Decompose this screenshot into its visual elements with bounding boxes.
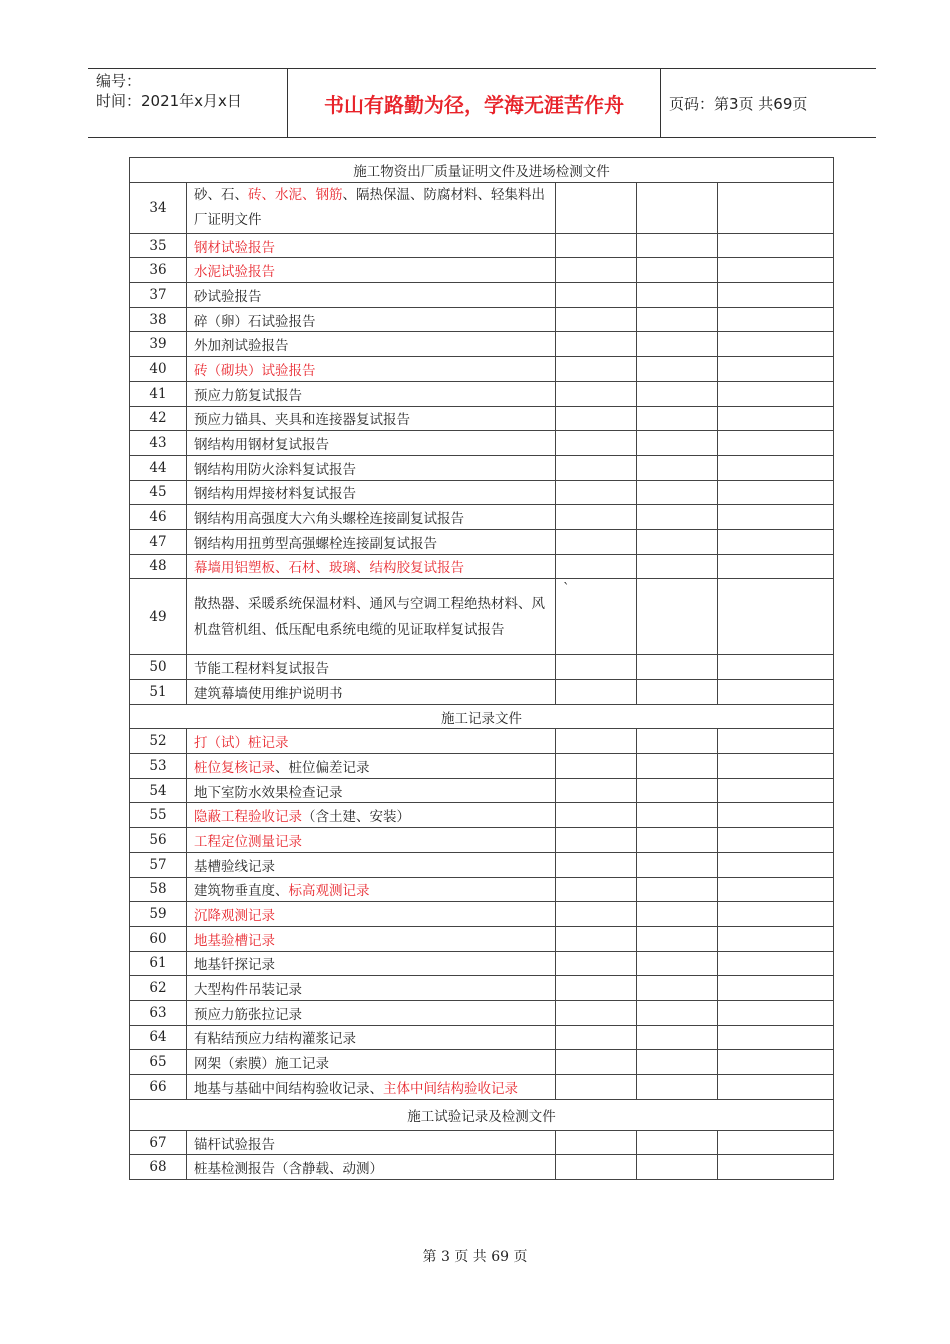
row-number: 57 — [130, 852, 187, 877]
cell-empty — [718, 754, 834, 779]
item-text-highlight: 砖、水泥、钢筋 — [248, 186, 343, 203]
cell-empty — [718, 381, 834, 406]
cell-empty — [556, 480, 637, 505]
cell-empty — [556, 283, 637, 308]
row-number: 34 — [130, 182, 187, 233]
cell-empty — [556, 1050, 637, 1075]
cell-empty — [556, 529, 637, 554]
cell-empty — [718, 357, 834, 382]
row-number: 46 — [130, 505, 187, 530]
cell-empty — [556, 852, 637, 877]
cell-empty — [718, 258, 834, 283]
cell-empty — [637, 680, 718, 705]
cell-empty — [556, 754, 637, 779]
row-number: 50 — [130, 655, 187, 680]
table-row — [130, 680, 834, 705]
table-row — [130, 754, 834, 779]
row-item: 节能工程材料复试报告 — [187, 655, 556, 680]
table-row — [130, 902, 834, 927]
item-text: （含土建、安装） — [302, 809, 410, 826]
row-item: 建筑幕墙使用维护说明书 — [187, 680, 556, 705]
cell-empty — [556, 182, 637, 233]
cell-empty — [718, 233, 834, 258]
cell-empty — [556, 307, 637, 332]
row-number: 63 — [130, 1000, 187, 1025]
table-row — [130, 381, 834, 406]
row-number: 64 — [130, 1025, 187, 1050]
row-number: 47 — [130, 529, 187, 554]
row-item: 外加剂试验报告 — [187, 332, 556, 357]
cell-empty — [556, 1155, 637, 1180]
cell-empty — [556, 332, 637, 357]
row-number: 45 — [130, 480, 187, 505]
table-row — [130, 1155, 834, 1180]
row-item: 碎（卵）石试验报告 — [187, 307, 556, 332]
row-item: 水泥试验报告 — [187, 258, 556, 283]
row-number: 53 — [130, 754, 187, 779]
cell-empty — [556, 803, 637, 828]
cell-empty — [718, 332, 834, 357]
cell-empty — [718, 1155, 834, 1180]
cell-empty — [718, 852, 834, 877]
section-row — [130, 1099, 834, 1130]
table-row — [130, 182, 834, 233]
cell-empty — [637, 332, 718, 357]
table-row — [130, 803, 834, 828]
cell-empty — [637, 406, 718, 431]
cell-empty — [718, 877, 834, 902]
row-number: 61 — [130, 951, 187, 976]
cell-empty — [718, 431, 834, 456]
item-text: 建筑物垂直度、 — [194, 883, 289, 900]
cell-empty — [637, 283, 718, 308]
cell-empty — [556, 680, 637, 705]
table-row — [130, 1130, 834, 1155]
row-number: 68 — [130, 1155, 187, 1180]
cell-empty — [556, 233, 637, 258]
cell-empty — [637, 1155, 718, 1180]
row-item — [187, 1075, 556, 1100]
row-number: 43 — [130, 431, 187, 456]
cell-empty — [556, 505, 637, 530]
cell-empty — [718, 778, 834, 803]
cell-empty — [718, 505, 834, 530]
table-row — [130, 406, 834, 431]
cell-empty — [637, 258, 718, 283]
cell-empty — [718, 926, 834, 951]
cell-empty — [718, 1050, 834, 1075]
row-number: 49 — [130, 579, 187, 655]
row-item: 钢结构用防火涂料复试报告 — [187, 455, 556, 480]
row-item: 钢结构用扭剪型高强螺栓连接副复试报告 — [187, 529, 556, 554]
cell-empty — [637, 902, 718, 927]
section-title: 施工试验记录及检测文件 — [130, 1099, 834, 1130]
cell-empty — [556, 1075, 637, 1100]
cell-empty — [718, 1000, 834, 1025]
cell-empty — [637, 1000, 718, 1025]
table-row — [130, 283, 834, 308]
header-meta — [88, 69, 288, 137]
table-row — [130, 554, 834, 579]
row-item: 地基验槽记录 — [187, 926, 556, 951]
item-text-highlight: 桩位复核记录 — [194, 759, 275, 776]
cell-empty — [718, 680, 834, 705]
item-text: 地基与基础中间结构验收记录、 — [194, 1080, 383, 1097]
table-row — [130, 655, 834, 680]
row-item: 桩基检测报告（含静载、动测） — [187, 1155, 556, 1180]
cell-empty — [637, 1050, 718, 1075]
cell-empty — [718, 828, 834, 853]
cell-empty — [556, 951, 637, 976]
cell-empty — [637, 926, 718, 951]
table-row — [130, 307, 834, 332]
cell-empty — [556, 902, 637, 927]
cell-empty — [556, 1130, 637, 1155]
table-row — [130, 976, 834, 1001]
row-item — [187, 803, 556, 828]
page-header — [88, 68, 876, 138]
page-footer: 第 3 页 共 69 页 — [422, 1249, 528, 1265]
cell-empty — [637, 951, 718, 976]
row-number: 60 — [130, 926, 187, 951]
cell-empty — [718, 729, 834, 754]
table-row — [130, 1075, 834, 1100]
table-row — [130, 258, 834, 283]
row-item — [187, 182, 556, 233]
item-text: 砂、石、 — [194, 186, 248, 203]
cell-empty — [637, 803, 718, 828]
cell-empty — [637, 655, 718, 680]
row-number: 44 — [130, 455, 187, 480]
row-item: 钢材试验报告 — [187, 233, 556, 258]
cell-empty — [718, 655, 834, 680]
cell-empty — [637, 554, 718, 579]
row-item: 预应力锚具、夹具和连接器复试报告 — [187, 406, 556, 431]
header-page-info: 页码：第3页 共69页 — [669, 94, 808, 113]
cell-empty — [718, 307, 834, 332]
row-item: 有粘结预应力结构灌浆记录 — [187, 1025, 556, 1050]
table-row — [130, 233, 834, 258]
cell-empty — [556, 554, 637, 579]
cell-empty — [637, 505, 718, 530]
row-item: 砂试验报告 — [187, 283, 556, 308]
row-number: 66 — [130, 1075, 187, 1100]
row-number: 48 — [130, 554, 187, 579]
cell-empty — [556, 455, 637, 480]
cell-empty — [556, 729, 637, 754]
item-text: 、隔热保温、防腐材料、轻集料出厂证明文件 — [194, 186, 545, 228]
table-row — [130, 877, 834, 902]
cell-empty — [718, 1130, 834, 1155]
cell-empty — [556, 406, 637, 431]
time-label: 时间：2021年x月x日 — [96, 92, 242, 110]
cell-empty — [637, 182, 718, 233]
row-item: 网架（索膜）施工记录 — [187, 1050, 556, 1075]
section-title: 施工物资出厂质量证明文件及进场检测文件 — [130, 158, 834, 183]
row-number: 51 — [130, 680, 187, 705]
cell-empty — [556, 828, 637, 853]
cell-empty — [718, 976, 834, 1001]
row-number: 52 — [130, 729, 187, 754]
row-number: 39 — [130, 332, 187, 357]
section-row — [130, 158, 834, 183]
row-number: 41 — [130, 381, 187, 406]
cell-empty — [637, 307, 718, 332]
table-row — [130, 1050, 834, 1075]
table-row — [130, 951, 834, 976]
row-item: 钢结构用钢材复试报告 — [187, 431, 556, 456]
cell-empty — [718, 951, 834, 976]
cell-empty — [637, 1025, 718, 1050]
cell-empty — [718, 1025, 834, 1050]
row-number: 58 — [130, 877, 187, 902]
row-number: 37 — [130, 283, 187, 308]
cell-empty — [637, 754, 718, 779]
section-row — [130, 704, 834, 729]
row-item: 沉降观测记录 — [187, 902, 556, 927]
number-label: 编号： — [96, 72, 142, 90]
section-title: 施工记录文件 — [130, 704, 834, 729]
table-row — [130, 778, 834, 803]
table-row — [130, 729, 834, 754]
row-number: 65 — [130, 1050, 187, 1075]
cell-empty — [556, 976, 637, 1001]
table-row — [130, 926, 834, 951]
row-item: 钢结构用焊接材料复试报告 — [187, 480, 556, 505]
cell-empty — [556, 258, 637, 283]
cell-empty — [637, 729, 718, 754]
item-text-highlight: 隐蔽工程验收记录 — [194, 809, 302, 826]
cell-empty — [637, 529, 718, 554]
cell-empty — [637, 1130, 718, 1155]
cell-empty — [637, 852, 718, 877]
cell-empty — [718, 406, 834, 431]
row-item: 地下室防水效果检查记录 — [187, 778, 556, 803]
cell-empty — [718, 1075, 834, 1100]
row-item — [187, 877, 556, 902]
cell-empty — [718, 182, 834, 233]
row-item: 散热器、采暖系统保温材料、通风与空调工程绝热材料、风机盘管机组、低压配电系统电缆的见证取样复试报告 — [187, 579, 556, 655]
cell-empty — [556, 877, 637, 902]
cell-empty — [556, 1000, 637, 1025]
row-number: 40 — [130, 357, 187, 382]
row-number: 42 — [130, 406, 187, 431]
item-text: 、桩位偏差记录 — [275, 759, 370, 776]
cell-empty — [556, 655, 637, 680]
table-row — [130, 1025, 834, 1050]
cell-empty — [637, 579, 718, 655]
row-item: 砖（砌块）试验报告 — [187, 357, 556, 382]
row-item: 大型构件吊装记录 — [187, 976, 556, 1001]
row-item: 预应力筋复试报告 — [187, 381, 556, 406]
cell-empty — [637, 877, 718, 902]
row-number: 56 — [130, 828, 187, 853]
table-row — [130, 579, 834, 655]
row-number: 36 — [130, 258, 187, 283]
cell-empty — [556, 381, 637, 406]
row-item: 幕墙用铝塑板、石材、玻璃、结构胶复试报告 — [187, 554, 556, 579]
cell-empty — [637, 431, 718, 456]
cell-empty — [556, 926, 637, 951]
table-row — [130, 852, 834, 877]
cell-empty — [718, 529, 834, 554]
table-row — [130, 1000, 834, 1025]
cell-empty — [637, 381, 718, 406]
row-item: 钢结构用高强度大六角头螺栓连接副复试报告 — [187, 505, 556, 530]
row-number: 54 — [130, 778, 187, 803]
cell-empty — [556, 778, 637, 803]
cell-empty — [637, 480, 718, 505]
row-item: 工程定位测量记录 — [187, 828, 556, 853]
row-number: 59 — [130, 902, 187, 927]
row-item — [187, 754, 556, 779]
row-number: 62 — [130, 976, 187, 1001]
row-number: 55 — [130, 803, 187, 828]
cell-empty — [637, 778, 718, 803]
item-text-highlight: 主体中间结构验收记录 — [383, 1080, 518, 1097]
cell-empty — [718, 283, 834, 308]
archive-table — [129, 157, 834, 1180]
cell-empty — [718, 455, 834, 480]
cell-empty — [718, 803, 834, 828]
table-row — [130, 480, 834, 505]
row-item: 地基钎探记录 — [187, 951, 556, 976]
table-row — [130, 332, 834, 357]
row-number: 67 — [130, 1130, 187, 1155]
row-number: 35 — [130, 233, 187, 258]
cell-empty — [718, 902, 834, 927]
cell-empty — [718, 480, 834, 505]
cell-empty — [556, 1025, 637, 1050]
row-item: 预应力筋张拉记录 — [187, 1000, 556, 1025]
table-row — [130, 505, 834, 530]
row-item: 基槽验线记录 — [187, 852, 556, 877]
cell-empty — [637, 233, 718, 258]
table-row — [130, 529, 834, 554]
header-slogan: 书山有路勤为径，学海无涯苦作舟 — [288, 69, 661, 137]
table-row — [130, 357, 834, 382]
cell-empty — [718, 579, 834, 655]
cell-empty — [637, 455, 718, 480]
table-row — [130, 828, 834, 853]
cell-empty — [718, 554, 834, 579]
cell-empty — [637, 976, 718, 1001]
table-row — [130, 455, 834, 480]
cell-empty — [637, 357, 718, 382]
cell-empty — [637, 1075, 718, 1100]
stray-mark: ` — [556, 579, 637, 655]
cell-empty — [556, 357, 637, 382]
cell-empty — [556, 431, 637, 456]
row-item: 打（试）桩记录 — [187, 729, 556, 754]
table-row — [130, 431, 834, 456]
row-number: 38 — [130, 307, 187, 332]
cell-empty — [637, 828, 718, 853]
item-text-highlight: 标高观测记录 — [288, 883, 370, 900]
row-item: 锚杆试验报告 — [187, 1130, 556, 1155]
